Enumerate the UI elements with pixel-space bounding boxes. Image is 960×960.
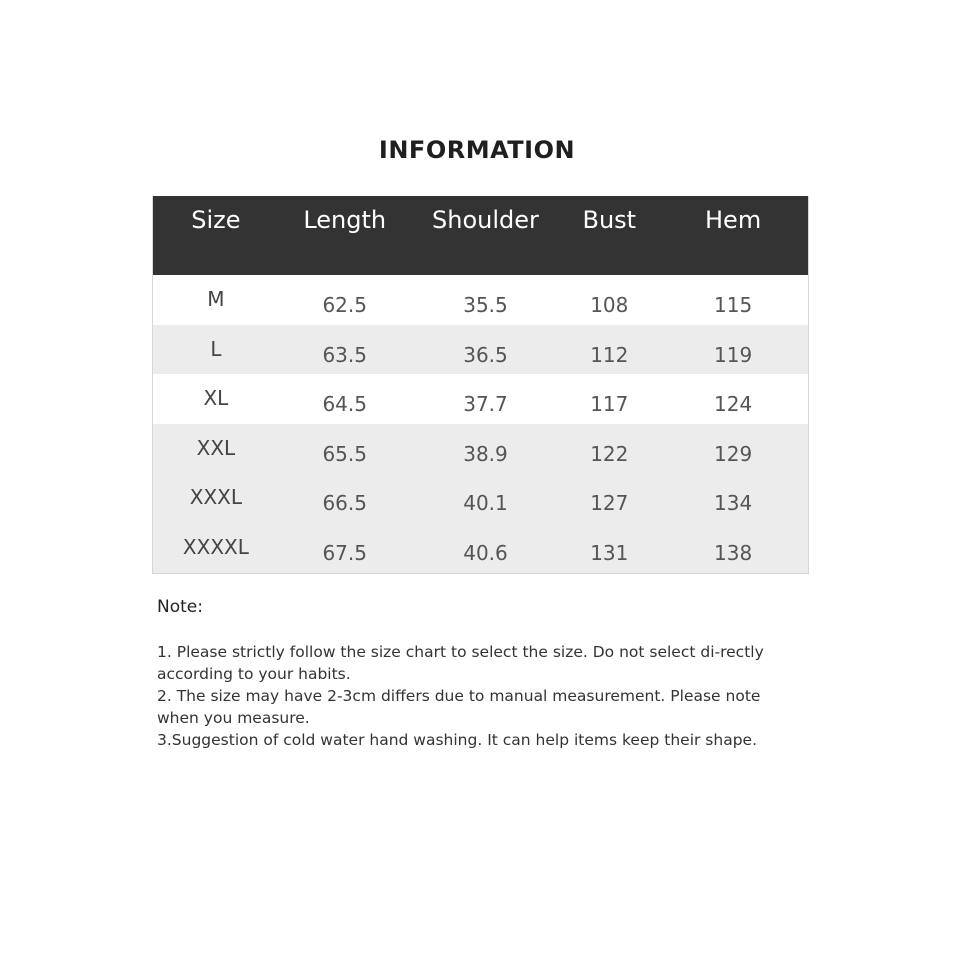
cell-hem: 138 [714,540,753,565]
cell-hem: 115 [714,293,753,317]
note-item: 3.Suggestion of cold water hand washing. It can help items keep their shape. [157,731,758,749]
cell-length: 63.5 [322,342,367,367]
cell-bust: 112 [590,342,629,367]
header-hem: Hem [705,206,762,234]
note-heading: Note: [157,597,203,617]
cell-length: 65.5 [322,441,367,466]
cell-shoulder: 40.1 [463,491,508,516]
cell-bust: 122 [590,441,629,466]
table-header [153,196,808,275]
note-item: 1. Please strictly follow the size chart to select the size. Do not select di-rectly according to your habits. [157,643,764,683]
cell-hem: 124 [714,392,753,417]
header-length: Length [303,206,387,234]
table-row [153,374,808,424]
note-item: 2. The size may have 2-3cm differs due to manual measurement. Please note when you measure. [157,687,761,727]
cell-size: XXXL [189,485,243,510]
cell-size: M [207,287,225,311]
size-table [152,196,809,574]
table-row [153,325,808,375]
cell-length: 67.5 [322,540,367,565]
cell-size: XXXXL [182,534,249,559]
table-row [153,424,808,474]
cell-bust: 131 [590,540,629,565]
cell-shoulder: 35.5 [463,293,508,317]
header-size: Size [191,206,241,234]
cell-size: XXL [196,435,236,460]
cell-hem: 129 [714,441,753,466]
cell-length: 64.5 [322,392,367,417]
table-row [153,275,808,325]
cell-shoulder: 40.6 [463,540,508,565]
cell-shoulder: 36.5 [463,342,508,367]
page-title: INFORMATION [378,136,576,164]
header-shoulder: Shoulder [432,206,539,234]
cell-shoulder: 38.9 [463,441,508,466]
cell-length: 66.5 [322,491,367,516]
cell-length: 62.5 [322,293,367,317]
cell-shoulder: 37.7 [463,392,508,417]
cell-size: L [210,336,222,361]
cell-bust: 117 [590,392,629,417]
cell-bust: 127 [590,491,629,516]
cell-hem: 119 [714,342,753,367]
cell-hem: 134 [714,491,753,516]
note-list [157,641,797,751]
cell-bust: 108 [590,293,629,317]
table-row [153,523,808,573]
cell-size: XL [203,386,229,411]
header-bust: Bust [582,206,637,234]
table-row [153,473,808,523]
